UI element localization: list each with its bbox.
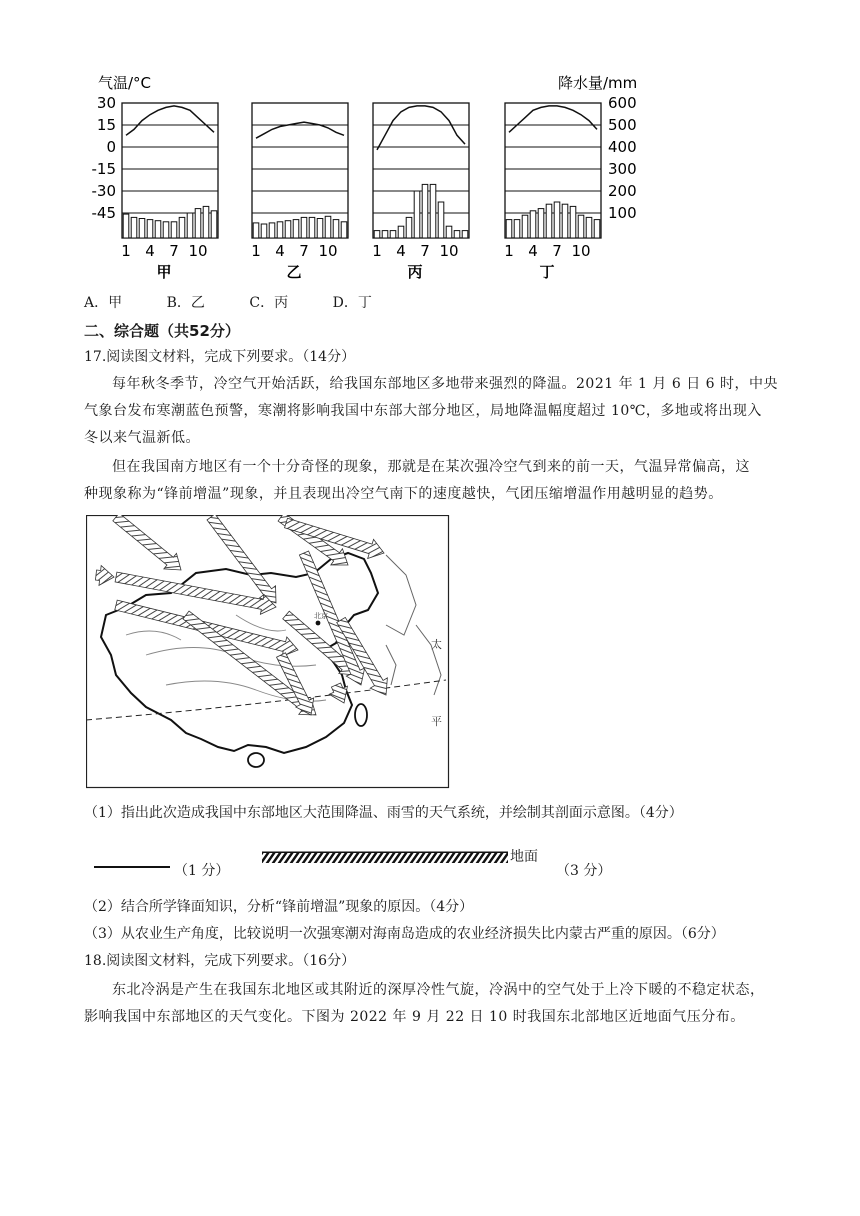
precip-bar: [211, 211, 217, 238]
precip-bar: [187, 213, 193, 238]
q17-sub1: （1）指出此次造成我国中东部地区大范围降温、雨雪的天气系统，并绘制其剖面示意图。（4分）: [84, 805, 683, 821]
climate-panel-1: [121, 103, 218, 281]
precip-bar: [195, 209, 201, 238]
cold-wave-map: [86, 515, 450, 789]
ground-hatch-bar: [262, 851, 508, 865]
precip-bar: [422, 184, 428, 238]
precip-bar: [277, 222, 283, 238]
precip-bar: [374, 231, 380, 238]
precip-bar: [285, 221, 291, 238]
precip-bar: [147, 220, 153, 238]
precip-axis-ticks: [608, 94, 637, 222]
temp-tick-label: 0: [106, 138, 116, 156]
month-tick-label: 7: [420, 242, 430, 260]
month-tick-label: 10: [188, 242, 208, 260]
precip-bar: [269, 223, 275, 238]
precip-bar: [446, 226, 452, 238]
climate-charts-figure: [80, 70, 670, 285]
panel-label: 丙: [407, 263, 423, 281]
precip-bar: [562, 204, 568, 238]
precip-bar: [538, 209, 544, 238]
month-tick-label: 1: [504, 242, 514, 260]
precip-bar: [179, 217, 185, 238]
precip-bar: [570, 206, 576, 238]
precip-bar: [171, 222, 177, 238]
q18-intro: 18.阅读图文材料，完成下列要求。（16分）: [84, 953, 356, 969]
q17-sub2: （2）结合所学锋面知识，分析“锋前增温”现象的原因。（4分）: [84, 899, 474, 915]
precip-bar: [203, 206, 209, 238]
q17-paragraph-2-line-1: 但在我国南方地区有一个十分奇怪的现象，那就是在某次强冷空气到来的前一天，气温异常偏高，这: [112, 459, 750, 475]
precip-tick-label: 400: [608, 138, 637, 156]
ground-label: 地面: [510, 849, 538, 865]
temp-tick-label: -30: [91, 182, 116, 200]
precip-bar: [578, 215, 584, 238]
month-tick-label: 4: [396, 242, 406, 260]
q17-paragraph-2-line-2: 种现象称为“锋前增温”现象，并且表现出冷空气南下的速度越快，气团压缩增温作用越明显的趋势。: [84, 486, 723, 502]
temp-axis-title: 气温/°C: [98, 74, 152, 92]
precip-bar: [333, 220, 339, 238]
precip-bar: [163, 222, 169, 238]
precip-bar: [261, 224, 267, 238]
precip-bar: [586, 217, 592, 238]
q17-paragraph-1-line-3: 冬以来气温新低。: [84, 430, 200, 446]
climate-panel-3: [372, 103, 469, 281]
precip-bar: [293, 220, 299, 238]
precip-tick-label: 200: [608, 182, 637, 200]
precip-bar: [522, 215, 528, 238]
precip-bar: [594, 220, 600, 238]
panel-frame: [373, 103, 469, 238]
month-tick-label: 1: [251, 242, 261, 260]
precip-bar: [454, 231, 460, 238]
precip-bar: [406, 217, 412, 238]
q17-paragraph-1-line-1: 每年秋冬季节，冷空气开始活跃，给我国东部地区多地带来强烈的降温。2021 年 1 月 6 日 6 时，中央: [112, 376, 778, 392]
month-tick-label: 4: [528, 242, 538, 260]
label-tai: 太: [431, 638, 442, 651]
precip-axis-title: 降水量/mm: [558, 74, 638, 92]
precip-bar: [430, 184, 436, 238]
precip-bar: [462, 231, 468, 238]
answer-options: A．甲 B．乙 C．丙 D．丁: [84, 295, 372, 311]
climate-panel-2: [251, 103, 348, 281]
precip-tick-label: 100: [608, 204, 637, 222]
precip-bar: [155, 221, 161, 238]
temp-tick-label: -45: [91, 204, 116, 222]
sub1-left-points: （1 分）: [174, 863, 230, 879]
precip-bar: [139, 219, 145, 239]
precip-bar: [253, 223, 259, 238]
q17-paragraph-1-line-2: 气象台发布寒潮蓝色预警，寒潮将影响我国中东部大部分地区，局地降温幅度超过 10℃，多地或将出现入: [84, 403, 762, 419]
precip-bar: [317, 219, 323, 239]
precip-bar: [390, 231, 396, 238]
precip-bar: [301, 217, 307, 238]
month-tick-label: 10: [318, 242, 338, 260]
panel-label: 甲: [156, 263, 172, 281]
q17-sub3: （3）从农业生产角度，比较说明一次强寒潮对海南岛造成的农业经济损失比内蒙古严重的原因。（6分）: [84, 926, 725, 942]
month-tick-label: 7: [299, 242, 309, 260]
label-beijing: 北京: [314, 612, 328, 620]
q17-intro: 17.阅读图文材料，完成下列要求。（14分）: [84, 349, 356, 365]
temp-tick-label: 15: [96, 116, 116, 134]
month-tick-label: 1: [372, 242, 382, 260]
label-ping: 平: [431, 715, 442, 728]
section-title: 二、综合题（共52分）: [84, 322, 240, 340]
precip-bar: [506, 220, 512, 238]
precip-bar: [530, 211, 536, 238]
precip-bar: [325, 216, 331, 238]
month-tick-label: 4: [275, 242, 285, 260]
precip-bar: [554, 202, 560, 238]
precip-tick-label: 600: [608, 94, 637, 112]
precip-bar: [546, 204, 552, 238]
q18-paragraph-line-2: 影响我国中东部地区的天气变化。下图为 2022 年 9 月 22 日 10 时我国东北部地区近地面气压分布。: [84, 1009, 745, 1025]
sub1-right-points: （3 分）: [556, 863, 612, 879]
precip-bar: [131, 217, 137, 238]
panel-label: 丁: [539, 263, 555, 281]
month-tick-label: 1: [121, 242, 131, 260]
precip-bar: [438, 202, 444, 238]
climate-panels: [121, 103, 601, 281]
answer-blank-line: [94, 866, 170, 868]
precip-bar: [398, 226, 404, 238]
q18-paragraph-line-1: 东北冷涡是产生在我国东北地区或其附近的深厚冷性气旋，冷涡中的空气处于上冷下暖的不稳定状态，: [112, 982, 765, 998]
panel-label: 乙: [286, 263, 302, 281]
precip-bar: [341, 222, 347, 238]
precip-bar: [382, 231, 388, 238]
climate-panel-4: [504, 103, 601, 281]
temp-tick-label: -15: [91, 160, 116, 178]
precip-bar: [309, 217, 315, 238]
month-tick-label: 10: [439, 242, 459, 260]
precip-bar: [123, 214, 129, 238]
month-tick-label: 7: [552, 242, 562, 260]
month-tick-label: 10: [571, 242, 591, 260]
temp-tick-label: 30: [96, 94, 116, 112]
precip-bar: [514, 220, 520, 238]
month-tick-label: 4: [145, 242, 155, 260]
beijing-dot: [316, 621, 321, 626]
temp-axis-ticks: [92, 94, 117, 222]
precip-tick-label: 300: [608, 160, 637, 178]
precip-bar: [414, 191, 420, 238]
precip-tick-label: 500: [608, 116, 637, 134]
month-tick-label: 7: [169, 242, 179, 260]
